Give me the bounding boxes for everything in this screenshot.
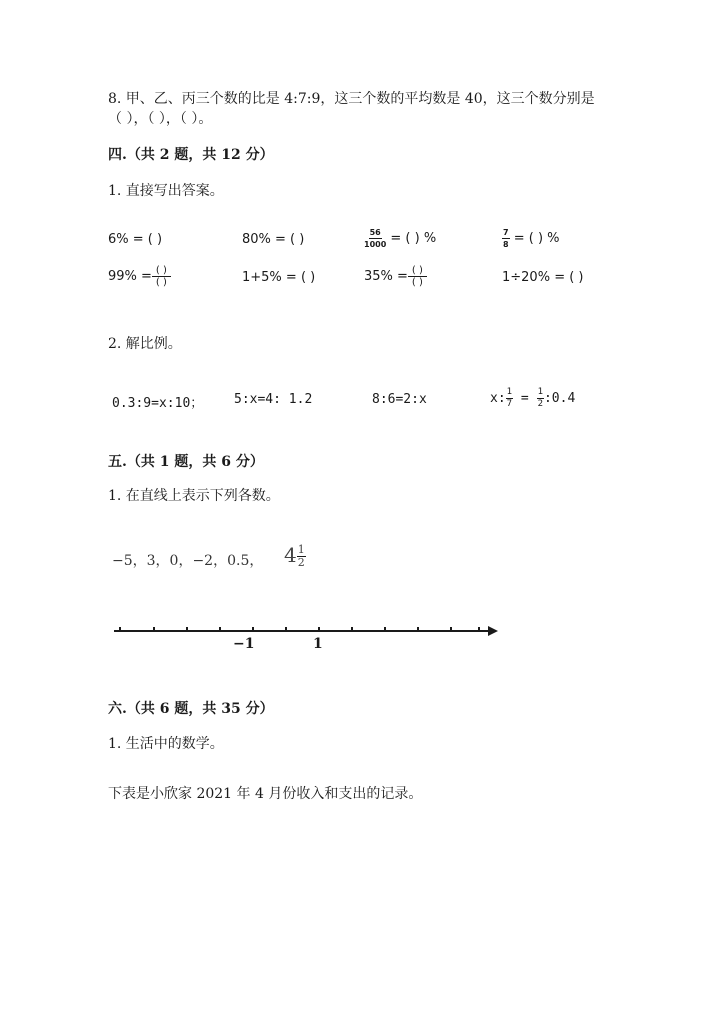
calc-item-f: 1+5% = ( ): [242, 270, 316, 285]
section6-q1-title: 1. 生活中的数学。: [108, 736, 224, 752]
tick-label-neg1: −1: [233, 636, 255, 652]
proportion-d: x: $\frac{1}{7}$ = $\frac{1}{2}$ :0.4: [490, 387, 576, 409]
proportion-a: 0.3:9=x:10；: [112, 396, 204, 411]
section6-q1-intro: 下表是小欣家 2021 年 4 月份收入和支出的记录。: [108, 786, 423, 802]
proportion-c: 8:6=2:x: [372, 392, 427, 407]
numbers-list: −5，3，0，−2，0.5，: [112, 553, 264, 569]
calc-item-a: 6% = ( ): [108, 232, 163, 247]
fraction-1-2: $\frac{1}{2}$: [537, 387, 543, 409]
arrow-head-icon: [488, 626, 498, 636]
proportion-b: 5:x=4: 1.2: [234, 392, 313, 407]
fraction-7-8: $\frac{7}{8}$: [503, 228, 509, 249]
section6-heading: 六.（共 6 题，共 35 分）: [108, 701, 274, 717]
blank-fraction: $\frac{( )}{( )}$: [152, 265, 171, 288]
q8-line1: 8. 甲、乙、丙三个数的比是 4:7:9，这三个数的平均数是 40，这三个数分别是: [108, 91, 595, 107]
calc-item-b: 80% = ( ): [242, 232, 305, 247]
calc-item-c: $\frac{56}{1000}$ = ( ) %: [364, 228, 437, 249]
calc-item-h: 1÷20% = ( ): [502, 270, 584, 285]
fraction-1-7: $\frac{1}{7}$: [506, 387, 513, 409]
fraction-1-2: $\frac{1}{2}$: [297, 543, 305, 569]
calc-item-e: 99% = $\frac{( )}{( )}$: [108, 265, 171, 288]
calc-item-g: 35% = $\frac{( )}{( )}$: [364, 265, 427, 288]
number-line: [108, 620, 508, 660]
section5-heading: 五.（共 1 题，共 6 分）: [108, 454, 264, 470]
section5-q1-title: 1. 在直线上表示下列各数。: [108, 488, 280, 504]
fraction-56-1000: $\frac{56}{1000}$: [364, 228, 387, 249]
mixed-number-4-1-2: 4 $\frac{1}{2}$: [284, 543, 305, 569]
section4-heading: 四.（共 2 题，共 12 分）: [108, 147, 274, 163]
tick-label-1: 1: [313, 636, 323, 652]
section4-q1-title: 1. 直接写出答案。: [108, 183, 224, 199]
section4-q2-title: 2. 解比例。: [108, 336, 182, 352]
blank-fraction: $\frac{( )}{( )}$: [408, 265, 427, 288]
q8-answer-blanks: （ ），（ ），（ ）。: [108, 111, 213, 127]
calc-item-d: $\frac{7}{8}$ = ( ) %: [503, 228, 560, 249]
